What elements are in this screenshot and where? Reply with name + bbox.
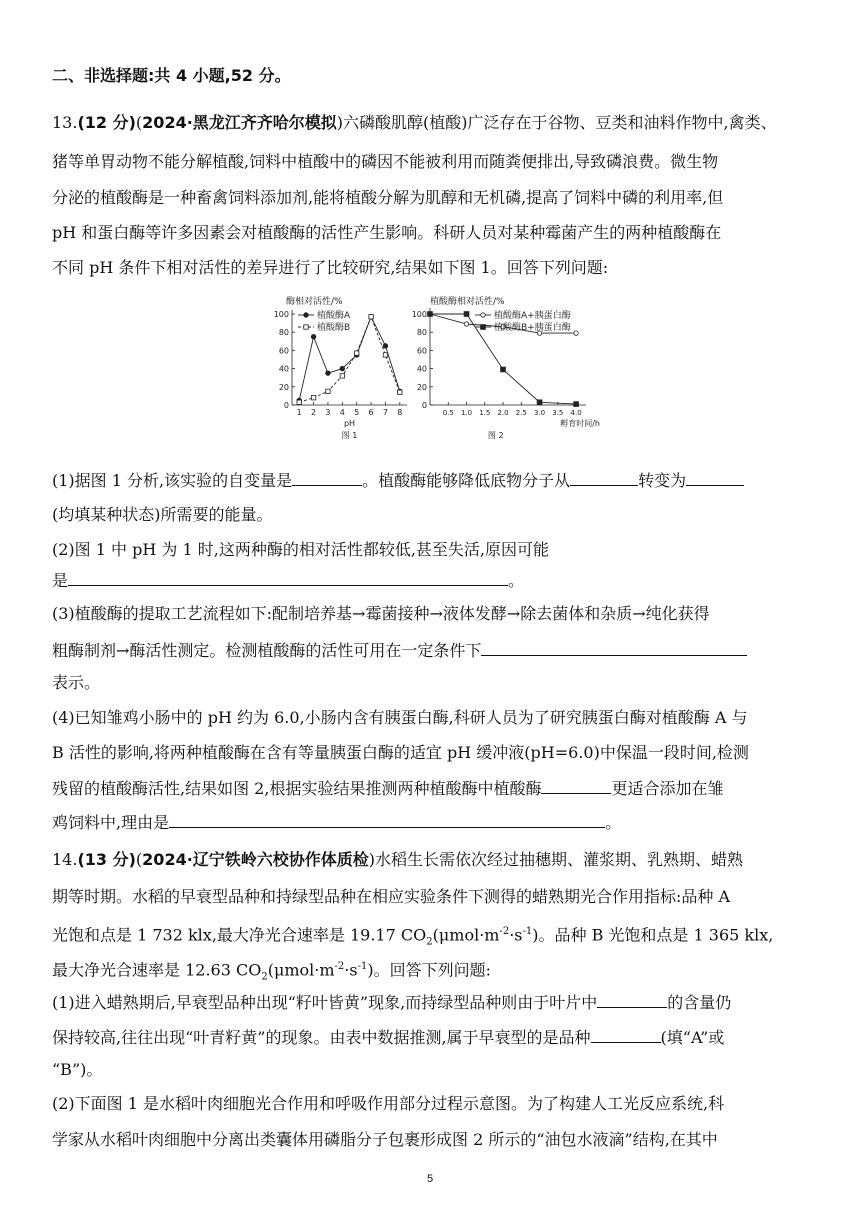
fig2-series-2-point (428, 312, 433, 317)
q13-part-3-line-1: (3)植酸酶的提取工艺流程如下:配制培养基→霉菌接种→液体发酵→除去菌体和杂质→纯化获得 (52, 604, 710, 623)
q14-part-2-line-2: 学家从水稻叶肉细胞中分离出类囊体用磷脂分子包裹形成图 2 所示的“油包水液滴”结构,在其中 (52, 1130, 718, 1149)
figure-1 (268, 292, 418, 452)
fig2-y-tick-label: 80 (416, 328, 427, 338)
q13-p1-text-b: 。植酸酶能够降低底物分子从 (362, 471, 571, 490)
fig1-series-2-point (297, 400, 301, 404)
fig2-series-2-point (574, 402, 579, 407)
fig1-x-tick-label: 3 (325, 408, 331, 417)
fig1-ylabel: 酶相对活性/% (286, 297, 343, 307)
q13-p3-blank[interactable] (481, 640, 747, 656)
fig1-series-2-point (326, 389, 330, 393)
q14-stem-3-unit: (μmol·m (432, 925, 500, 945)
fig1-legend-marker-1 (304, 313, 308, 317)
fig1-series-2-point (311, 396, 315, 400)
q13-p4-blank-1[interactable] (541, 778, 611, 794)
fig1-x-tick-label: 7 (382, 408, 388, 417)
q14-stem-3-sub: 2 (426, 936, 433, 948)
q13-p1-blank-3[interactable] (686, 470, 744, 486)
q13-part-4-line-2: B 活性的影响,将两种植酸酶在含有等量胰蛋白酶的适宜 pH 缓冲液(pH=6.0)中保温一段时间,检测 (52, 743, 749, 762)
q14-stem-3-tail: )。品种 B 光饱和点是 1 365 klx, (532, 925, 774, 945)
q14-p1-text-d: (填“A”或 (660, 1028, 725, 1047)
fig2-series-1-point (464, 322, 468, 326)
fig2-series-2-point (501, 367, 506, 372)
q13-part-2-line-2 (52, 570, 524, 591)
fig1-y-tick-label: 0 (283, 401, 289, 410)
q14-stem-4-text: 最大净光合速率是 12.63 CO (52, 960, 262, 980)
q14-p1-text-c: 保持较高,往往出现“叶青籽黄”的现象。由表中数据推测,属于早衰型的是品种 (52, 1028, 591, 1047)
figure-1-chart (268, 292, 418, 452)
q14-stem-line-4 (52, 957, 491, 988)
q13-stem-line-3: 分泌的植酸酶是一种畜禽饲料添加剂,能将植酸分解为肌醇和无机磷,提高了饲料中磷的利用率,但 (52, 188, 724, 207)
q14-stem-1: 水稻生长需依次经过抽穗期、灌浆期、乳熟期、蜡熟 (375, 850, 744, 869)
fig1-series-1-point (311, 335, 315, 339)
q14-part-2-line-1: (2)下面图 1 是水稻叶肉细胞光合作用和呼吸作用部分过程示意图。为了构建人工光反应系统,科 (52, 1094, 725, 1113)
fig1-x-tick-label: 8 (397, 408, 403, 417)
q13-p1-blank-2[interactable] (570, 470, 638, 486)
q13-stem-line-1 (52, 113, 777, 133)
q13-p1-blank-1[interactable] (292, 470, 362, 486)
q14-part-1-line-3: “B”)。 (52, 1060, 103, 1079)
figure-2 (400, 292, 600, 452)
q13-p4-text-c: 残留的植酸酶活性,结果如图 2,根据实验结果推测两种植酸酶中植酸酶 (52, 779, 542, 798)
fig2-ylabel: 植酸酶相对活性/% (430, 297, 505, 307)
fig2-y-tick-label: 20 (416, 382, 427, 392)
q14-stem-line-3 (52, 922, 773, 953)
fig1-y-tick-label: 100 (273, 310, 289, 319)
q14-part-1-line-2 (52, 1027, 724, 1048)
q14-stem-3-sup-2: -1 (522, 926, 533, 937)
fig1-legend-label-2: 植酸酶B (317, 323, 351, 333)
fig2-x-tick-label: 3.5 (552, 409, 564, 417)
fig2-x-tick-label: 1.5 (479, 409, 491, 417)
fig2-y-tick-label: 100 (411, 310, 427, 319)
fig1-y-tick-label: 40 (278, 364, 289, 374)
q13-p3-text-b: 粗酶制剂→酶活性测定。检测植酸酶的活性可用在一定条件下 (52, 641, 482, 660)
fig1-xlabel: pH (343, 419, 356, 428)
q13-stem-line-2: 猪等单胃动物不能分解植酸,饲料中植酸中的磷因不能被利用而随粪便排出,导致磷浪费。微生物 (52, 152, 719, 171)
fig2-x-tick-label: 2.5 (515, 409, 527, 417)
q14-p1-blank-2[interactable] (591, 1027, 661, 1043)
fig2-x-tick-label: 4.0 (570, 409, 582, 417)
fig2-caption: 图 2 (487, 431, 504, 440)
q13-p2-text-b: 是 (52, 571, 69, 590)
fig2-legend-marker-2 (481, 325, 486, 330)
q13-p4-text-d: 更适合添加在雏 (611, 779, 724, 798)
fig1-legend-marker-2 (304, 325, 308, 329)
q14-p1-text-b: 的含量仍 (667, 993, 732, 1012)
q13-score: (12 分) (77, 113, 136, 132)
fig1-series-1-point (340, 366, 344, 370)
fig2-series-1-point (574, 331, 578, 335)
q14-stem-4-tail: )。回答下列问题: (367, 960, 491, 980)
q14-score: (13 分) (77, 850, 136, 869)
fig2-y-tick-label: 60 (416, 346, 427, 356)
q13-number: 13. (52, 113, 78, 132)
fig1-caption: 图 1 (341, 431, 358, 440)
q13-part-2-line-1: (2)图 1 中 pH 为 1 时,这两种酶的相对活性都较低,甚至失活,原因可能 (52, 540, 549, 559)
q14-number: 14. (52, 850, 78, 869)
fig2-legend-label-2: 植酸酶B+胰蛋白酶 (494, 323, 571, 333)
q14-stem-line-1 (52, 850, 743, 870)
q13-p4-text-f: 。 (605, 813, 622, 832)
q14-stem-4-unit: (μmol·m (267, 960, 335, 980)
q13-p4-text-e: 鸡饲料中,理由是 (52, 813, 170, 832)
fig2-y-tick-label: 40 (416, 364, 427, 374)
q13-part-1-line-1 (52, 470, 744, 491)
q14-stem-3-unit-s: ·s (509, 925, 523, 945)
q14-source-close: ) (368, 850, 376, 869)
figure-2-chart (400, 292, 600, 452)
q14-stem-3-sup-1: -2 (499, 926, 510, 937)
fig2-legend-marker-1 (481, 313, 485, 317)
fig1-series-2-point (383, 353, 387, 357)
fig1-x-tick-label: 5 (354, 408, 360, 417)
q14-stem-line-2: 期等时期。水稻的早衰型品种和持绿型品种在相应实验条件下测得的蜡熟期光合作用指标:品种 A (52, 887, 731, 906)
page-number: 5 (426, 1173, 434, 1185)
q13-part-1-line-2: (均填某种状态)所需要的能量。 (52, 505, 273, 524)
fig1-series-1-point (326, 371, 330, 375)
q14-p1-text-a: (1)进入蜡熟期后,早衰型品种出现“籽叶皆黄”现象,而持绿型品种则由于叶片中 (52, 993, 598, 1012)
q13-p4-blank-2[interactable] (169, 812, 605, 828)
fig1-legend-label-1: 植酸酶A (317, 311, 351, 321)
fig1-series-2-point (354, 351, 358, 355)
q13-part-3-line-2 (52, 640, 747, 661)
q13-source-open: ( (135, 113, 143, 132)
q13-part-4-line-4 (52, 812, 621, 833)
q14-source: 2024·辽宁铁岭六校协作体质检 (142, 850, 369, 869)
fig2-series-2-point (464, 312, 469, 317)
fig1-y-tick-label: 80 (278, 328, 289, 338)
q14-stem-4-sub: 2 (261, 971, 268, 983)
q13-stem-line-5: 不同 pH 条件下相对活性的差异进行了比较研究,结果如下图 1。回答下列问题: (52, 258, 609, 277)
q14-stem-4-sup-2: -1 (357, 961, 368, 972)
fig2-x-tick-label: 1.0 (460, 409, 473, 417)
q13-part-4-line-1: (4)已知雏鸡小肠中的 pH 约为 6.0,小肠内含有胰蛋白酶,科研人员为了研究胰蛋白酶对植酸酶 A 与 (52, 708, 748, 727)
q14-stem-3-text: 光饱和点是 1 732 klx,最大净光合速率是 19.17 CO (52, 925, 427, 945)
fig1-x-tick-label: 6 (368, 408, 374, 417)
fig1-y-tick-label: 60 (278, 346, 289, 356)
section-title: 二、非选择题:共 4 小题,52 分。 (52, 66, 291, 85)
fig2-series-2-point (537, 400, 542, 405)
fig1-x-tick-label: 1 (296, 408, 302, 417)
q13-p1-text-c: 转变为 (638, 471, 687, 490)
q13-part-3-line-3: 表示。 (52, 673, 101, 692)
fig1-y-tick-label: 20 (278, 382, 289, 392)
fig2-x-tick-label: 2.0 (497, 409, 509, 417)
q14-part-1-line-1 (52, 992, 731, 1013)
q13-stem-1: 六磷酸肌醇(植酸)广泛存在于谷物、豆类和油料作物中,禽类、 (343, 113, 777, 132)
fig1-series-2-point (340, 374, 344, 378)
q13-p2-blank[interactable] (68, 570, 508, 586)
q13-p1-text-a: (1)据图 1 分析,该实验的自变量是 (52, 471, 293, 490)
q13-source-close: ) (336, 113, 344, 132)
q14-stem-4-unit-s: ·s (344, 960, 358, 980)
fig2-x-tick-label: 0.5 (442, 409, 454, 417)
q13-source: 2024·黑龙江齐齐哈尔模拟 (142, 113, 337, 132)
fig2-xlabel: 孵育时间/h (560, 419, 600, 428)
fig2-x-tick-label: 3.0 (533, 409, 546, 417)
q14-stem-4-sup-1: -2 (334, 961, 345, 972)
q14-p1-blank-1[interactable] (597, 992, 667, 1008)
fig1-x-tick-label: 4 (339, 408, 345, 417)
fig2-y-tick-label: 0 (421, 401, 427, 410)
q13-p2-text-c: 。 (508, 571, 525, 590)
fig1-series-1-point (383, 344, 387, 348)
q13-stem-line-4: pH 和蛋白酶等许多因素会对植酸酶的活性产生影响。科研人员对某种霉菌产生的两种植酸酶在 (52, 223, 722, 242)
fig1-series-2-point (369, 315, 373, 319)
fig2-legend-label-1: 植酸酶A+胰蛋白酶 (494, 311, 571, 321)
q14-source-open: ( (135, 850, 143, 869)
q13-part-4-line-3 (52, 778, 723, 799)
fig1-x-tick-label: 2 (311, 408, 317, 417)
